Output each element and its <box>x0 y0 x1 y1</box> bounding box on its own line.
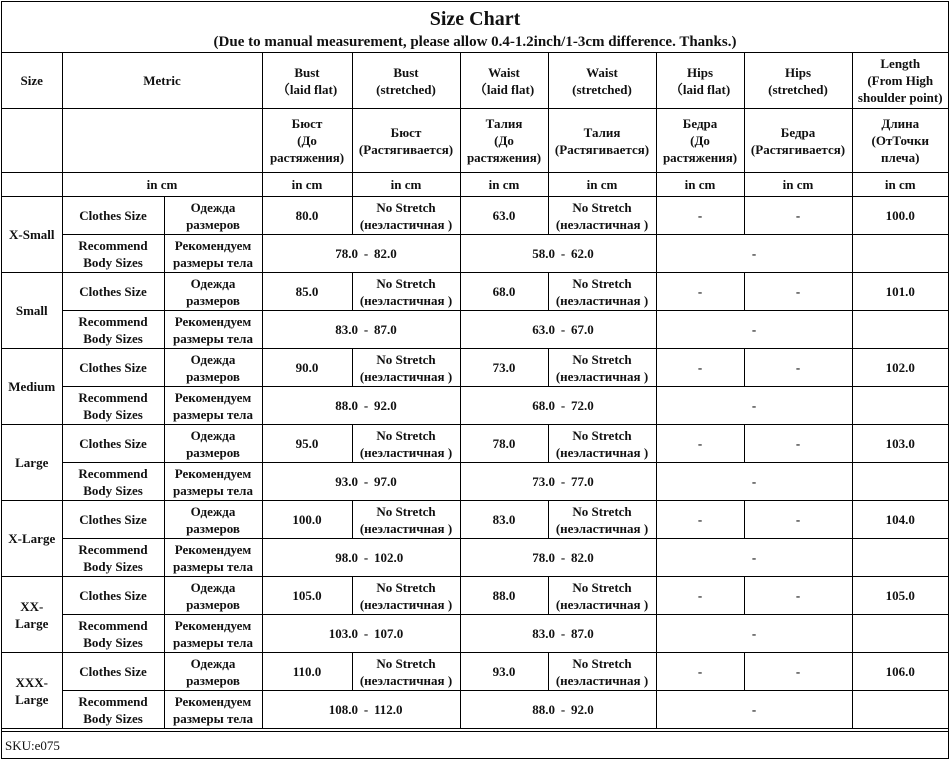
rec-waist-dash: - <box>560 246 566 261</box>
rec-bust <box>262 691 460 729</box>
recommend-label: Recommend Body Sizes <box>62 691 164 729</box>
hips-stretch-value: - <box>744 273 852 311</box>
unit-blank <box>2 173 62 197</box>
waist-flat-value: 63.0 <box>460 197 548 235</box>
rec-bust-range <box>288 473 434 490</box>
header-ru-waist-stretched: Талия (Растягивается) <box>548 109 656 173</box>
rec-bust-range <box>288 321 434 338</box>
rec-waist-range <box>485 625 631 642</box>
recommend-label: Recommend Body Sizes <box>62 387 164 425</box>
header-bust-flat: Bust （laid flat) <box>262 53 352 109</box>
rec-waist-min: 83.0 <box>532 626 555 641</box>
recommend-label-ru: Рекомендуем размеры тела <box>164 539 262 577</box>
rec-waist-max: 62.0 <box>571 246 594 261</box>
size-name: Small <box>2 273 62 349</box>
bust-flat-value: 95.0 <box>262 425 352 463</box>
table-row <box>2 501 948 539</box>
hips-stretch-value: - <box>744 425 852 463</box>
rec-waist <box>460 615 656 653</box>
header-ru-hips-flat: Бедра (До растяжения) <box>656 109 744 173</box>
hips-stretch-value: - <box>744 501 852 539</box>
recommend-label: Recommend Body Sizes <box>62 235 164 273</box>
rec-hips-value: - <box>656 235 852 273</box>
table-row <box>2 273 948 311</box>
length-value: 101.0 <box>852 273 948 311</box>
length-value: 102.0 <box>852 349 948 387</box>
rec-waist-dash: - <box>560 550 566 565</box>
rec-waist-range <box>485 701 631 718</box>
bust-flat-value: 80.0 <box>262 197 352 235</box>
waist-stretch-value: No Stretch (неэластичная ) <box>548 501 656 539</box>
clothes-size-label-ru: Одежда размеров <box>164 273 262 311</box>
rec-bust-dash: - <box>363 550 369 565</box>
clothes-size-label-ru: Одежда размеров <box>164 501 262 539</box>
rec-bust-max: 102.0 <box>374 550 404 565</box>
rec-bust-min: 88.0 <box>335 398 358 413</box>
title-area <box>2 2 948 53</box>
rec-bust-max: 107.0 <box>374 626 404 641</box>
clothes-size-label: Clothes Size <box>62 425 164 463</box>
rec-waist-range <box>485 321 631 338</box>
bust-stretch-value: No Stretch (неэластичная ) <box>352 653 460 691</box>
hips-stretch-value: - <box>744 197 852 235</box>
hips-flat-value: - <box>656 577 744 615</box>
length-value: 106.0 <box>852 653 948 691</box>
length-value: 104.0 <box>852 501 948 539</box>
recommend-label: Recommend Body Sizes <box>62 311 164 349</box>
bust-stretch-value: No Stretch (неэластичная ) <box>352 501 460 539</box>
waist-stretch-value: No Stretch (неэластичная ) <box>548 425 656 463</box>
rec-waist-max: 82.0 <box>571 550 594 565</box>
unit-metric: in cm <box>62 173 262 197</box>
unit-length: in cm <box>852 173 948 197</box>
rec-waist-min: 63.0 <box>532 322 555 337</box>
length-value: 100.0 <box>852 197 948 235</box>
rec-bust-min: 93.0 <box>335 474 358 489</box>
header-waist-stretched: Waist (stretched) <box>548 53 656 109</box>
recommend-label-ru: Рекомендуем размеры тела <box>164 235 262 273</box>
waist-flat-value: 73.0 <box>460 349 548 387</box>
rec-waist-min: 68.0 <box>532 398 555 413</box>
chart-subtitle: (Due to manual measurement, please allow 0.4-1.2inch/1-3cm difference. Thanks.) <box>213 34 737 50</box>
table-row <box>2 539 948 577</box>
table-row <box>2 615 948 653</box>
recommend-label: Recommend Body Sizes <box>62 615 164 653</box>
bust-flat-value: 110.0 <box>262 653 352 691</box>
clothes-size-label-ru: Одежда размеров <box>164 425 262 463</box>
size-name: XX- Large <box>2 577 62 653</box>
header-hips-flat: Hips （laid flat) <box>656 53 744 109</box>
size-name: X-Small <box>2 197 62 273</box>
waist-flat-value: 88.0 <box>460 577 548 615</box>
rec-bust-range <box>288 549 434 566</box>
rec-hips-value: - <box>656 463 852 501</box>
unit-bust-stretched: in cm <box>352 173 460 197</box>
header-bust-stretched: Bust (stretched) <box>352 53 460 109</box>
rec-waist <box>460 691 656 729</box>
recommend-label-ru: Рекомендуем размеры тела <box>164 311 262 349</box>
rec-bust-min: 98.0 <box>335 550 358 565</box>
rec-waist-min: 73.0 <box>532 474 555 489</box>
rec-bust-dash: - <box>363 398 369 413</box>
hips-stretch-value: - <box>744 577 852 615</box>
rec-hips-value: - <box>656 615 852 653</box>
rec-bust <box>262 615 460 653</box>
rec-bust-range <box>288 701 434 718</box>
rec-waist-dash: - <box>560 322 566 337</box>
clothes-size-label: Clothes Size <box>62 349 164 387</box>
rec-waist-range <box>485 397 631 414</box>
rec-bust-min: 103.0 <box>328 626 358 641</box>
rec-bust-min: 108.0 <box>328 702 358 717</box>
rec-bust-max: 82.0 <box>374 246 397 261</box>
unit-waist-stretched: in cm <box>548 173 656 197</box>
rec-length-blank <box>852 311 948 349</box>
rec-hips-value: - <box>656 387 852 425</box>
rec-waist-max: 67.0 <box>571 322 594 337</box>
clothes-size-label: Clothes Size <box>62 653 164 691</box>
bust-flat-value: 100.0 <box>262 501 352 539</box>
clothes-size-label: Clothes Size <box>62 501 164 539</box>
rec-waist-range <box>485 549 631 566</box>
table-row <box>2 235 948 273</box>
table-row <box>2 653 948 691</box>
table-row <box>2 577 948 615</box>
waist-stretch-value: No Stretch (неэластичная ) <box>548 273 656 311</box>
table-row <box>2 311 948 349</box>
header-row-ru <box>2 109 948 173</box>
rec-length-blank <box>852 691 948 729</box>
waist-stretch-value: No Stretch (неэластичная ) <box>548 577 656 615</box>
header-ru-bust-stretched: Бюст (Растягивается) <box>352 109 460 173</box>
size-chart <box>1 1 949 759</box>
rec-length-blank <box>852 463 948 501</box>
rec-bust <box>262 539 460 577</box>
unit-row <box>2 173 948 197</box>
clothes-size-label-ru: Одежда размеров <box>164 197 262 235</box>
rec-bust-min: 78.0 <box>335 246 358 261</box>
header-length: Length (From High shoulder point) <box>852 53 948 109</box>
size-name: Medium <box>2 349 62 425</box>
table-row <box>2 349 948 387</box>
rec-bust-range <box>288 245 434 262</box>
rec-waist-min: 88.0 <box>532 702 555 717</box>
rec-waist-min: 58.0 <box>532 246 555 261</box>
table-row <box>2 463 948 501</box>
rec-bust-dash: - <box>363 626 369 641</box>
unit-hips-flat: in cm <box>656 173 744 197</box>
hips-flat-value: - <box>656 425 744 463</box>
rec-length-blank <box>852 235 948 273</box>
header-size: Size <box>2 53 62 109</box>
rec-waist-dash: - <box>560 474 566 489</box>
rec-bust-range <box>288 625 434 642</box>
rec-hips-value: - <box>656 311 852 349</box>
header-metric: Metric <box>62 53 262 109</box>
rec-waist-max: 92.0 <box>571 702 594 717</box>
header-row-en <box>2 53 948 109</box>
rec-waist-dash: - <box>560 398 566 413</box>
rec-bust-max: 87.0 <box>374 322 397 337</box>
header-ru-length: Длина (ОтТочки плеча) <box>852 109 948 173</box>
rec-waist <box>460 235 656 273</box>
rec-waist <box>460 311 656 349</box>
rec-bust <box>262 311 460 349</box>
bust-flat-value: 105.0 <box>262 577 352 615</box>
rec-hips-value: - <box>656 539 852 577</box>
rec-waist <box>460 539 656 577</box>
size-table <box>2 53 948 729</box>
bust-stretch-value: No Stretch (неэластичная ) <box>352 349 460 387</box>
table-row <box>2 197 948 235</box>
rec-waist-range <box>485 473 631 490</box>
recommend-label-ru: Рекомендуем размеры тела <box>164 463 262 501</box>
bust-flat-value: 90.0 <box>262 349 352 387</box>
recommend-label: Recommend Body Sizes <box>62 539 164 577</box>
bust-stretch-value: No Stretch (неэластичная ) <box>352 577 460 615</box>
rec-hips-value: - <box>656 691 852 729</box>
hips-stretch-value: - <box>744 349 852 387</box>
rec-bust-max: 97.0 <box>374 474 397 489</box>
waist-flat-value: 83.0 <box>460 501 548 539</box>
unit-waist-flat: in cm <box>460 173 548 197</box>
waist-flat-value: 68.0 <box>460 273 548 311</box>
rec-length-blank <box>852 615 948 653</box>
rec-bust <box>262 387 460 425</box>
rec-waist-max: 87.0 <box>571 626 594 641</box>
rec-waist-range <box>485 245 631 262</box>
hips-flat-value: - <box>656 197 744 235</box>
rec-bust-dash: - <box>363 474 369 489</box>
rec-bust-min: 83.0 <box>335 322 358 337</box>
rec-bust <box>262 463 460 501</box>
sku-footer: SKU:e075 <box>2 731 948 758</box>
rec-bust-range <box>288 397 434 414</box>
hips-flat-value: - <box>656 273 744 311</box>
rec-bust-dash: - <box>363 702 369 717</box>
rec-bust-max: 92.0 <box>374 398 397 413</box>
hips-stretch-value: - <box>744 653 852 691</box>
waist-stretch-value: No Stretch (неэластичная ) <box>548 349 656 387</box>
clothes-size-label-ru: Одежда размеров <box>164 653 262 691</box>
header-ru-blank <box>2 109 62 173</box>
rec-waist-max: 77.0 <box>571 474 594 489</box>
size-name: Large <box>2 425 62 501</box>
recommend-label-ru: Рекомендуем размеры тела <box>164 691 262 729</box>
bust-stretch-value: No Stretch (неэластичная ) <box>352 273 460 311</box>
header-waist-flat: Waist （laid flat) <box>460 53 548 109</box>
rec-length-blank <box>852 539 948 577</box>
length-value: 103.0 <box>852 425 948 463</box>
waist-stretch-value: No Stretch (неэластичная ) <box>548 197 656 235</box>
table-row <box>2 387 948 425</box>
recommend-label: Recommend Body Sizes <box>62 463 164 501</box>
table-row <box>2 691 948 729</box>
bust-stretch-value: No Stretch (неэластичная ) <box>352 197 460 235</box>
rec-length-blank <box>852 387 948 425</box>
rec-bust-dash: - <box>363 322 369 337</box>
clothes-size-label-ru: Одежда размеров <box>164 577 262 615</box>
hips-flat-value: - <box>656 501 744 539</box>
size-name: X-Large <box>2 501 62 577</box>
rec-waist-dash: - <box>560 702 566 717</box>
length-value: 105.0 <box>852 577 948 615</box>
rec-bust-dash: - <box>363 246 369 261</box>
rec-waist <box>460 387 656 425</box>
waist-flat-value: 78.0 <box>460 425 548 463</box>
rec-bust-max: 112.0 <box>374 702 403 717</box>
header-ru-hips-stretched: Бедра (Растягивается) <box>744 109 852 173</box>
unit-hips-stretched: in cm <box>744 173 852 197</box>
rec-waist <box>460 463 656 501</box>
hips-flat-value: - <box>656 653 744 691</box>
unit-bust-flat: in cm <box>262 173 352 197</box>
recommend-label-ru: Рекомендуем размеры тела <box>164 387 262 425</box>
waist-flat-value: 93.0 <box>460 653 548 691</box>
header-ru-waist-flat: Талия (До растяжения) <box>460 109 548 173</box>
clothes-size-label-ru: Одежда размеров <box>164 349 262 387</box>
hips-flat-value: - <box>656 349 744 387</box>
recommend-label-ru: Рекомендуем размеры тела <box>164 615 262 653</box>
rec-waist-dash: - <box>560 626 566 641</box>
header-ru-metric-blank <box>62 109 262 173</box>
rec-bust <box>262 235 460 273</box>
bust-flat-value: 85.0 <box>262 273 352 311</box>
waist-stretch-value: No Stretch (неэластичная ) <box>548 653 656 691</box>
clothes-size-label: Clothes Size <box>62 273 164 311</box>
size-name: XXX- Large <box>2 653 62 729</box>
clothes-size-label: Clothes Size <box>62 197 164 235</box>
rec-waist-max: 72.0 <box>571 398 594 413</box>
table-row <box>2 425 948 463</box>
bust-stretch-value: No Stretch (неэластичная ) <box>352 425 460 463</box>
header-hips-stretched: Hips (stretched) <box>744 53 852 109</box>
chart-title: Size Chart <box>429 8 521 30</box>
header-ru-bust-flat: Бюст (До растяжения) <box>262 109 352 173</box>
rec-waist-min: 78.0 <box>532 550 555 565</box>
clothes-size-label: Clothes Size <box>62 577 164 615</box>
